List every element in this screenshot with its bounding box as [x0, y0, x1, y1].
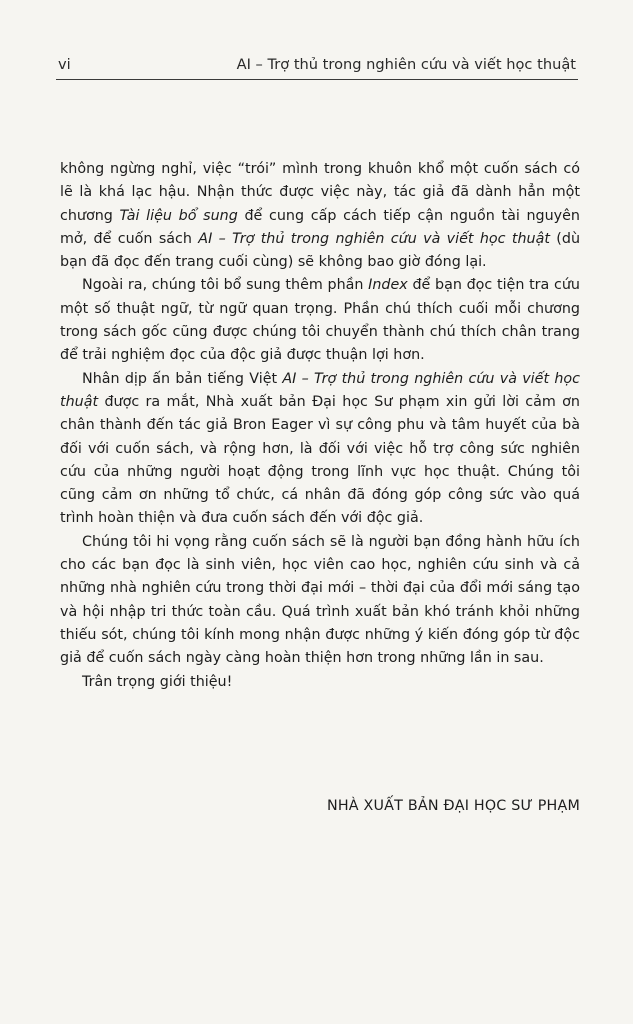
page-number: vi — [58, 56, 71, 73]
p1-italic-1: Tài liệu bổ sung — [119, 207, 238, 224]
running-head — [58, 56, 576, 73]
p2-italic-1: Index — [368, 277, 408, 294]
p1-italic-2: AI – Trợ thủ trong nghiên cứu và viết học thuật — [198, 230, 550, 247]
p1-text-2: để cung cấp cách tiếp cận nguồn tài nguyên mở, để cuốn sách — [60, 207, 580, 247]
paragraph-5: Trân trọng giới thiệu! — [82, 673, 233, 690]
p2-text-2: để bạn đọc tiện tra cứu một số thuật ngữ, từ ngữ quan trọng. Phần chú thích cuối mỗi chương trong sách gốc cũng được chúng tôi chuyển thành chú thích chân trang để trải nghiệm đọc của độc giả được thuận lợi hơn. — [60, 277, 580, 364]
body-text — [60, 158, 580, 694]
p3-italic-1: AI – Trợ thủ trong nghiên cứu và viết học thuật — [60, 370, 580, 410]
paragraph-2 — [60, 274, 580, 367]
paragraph-3 — [60, 368, 580, 531]
p1-text-3: (dù bạn đã đọc đến trang cuối cùng) sẽ không bao giờ đóng lại. — [60, 230, 581, 271]
p3-text-1: Nhân dịp ấn bản tiếng Việt — [82, 370, 283, 387]
p2-text-1: Ngoài ra, chúng tôi bổ sung thêm phần — [82, 277, 369, 294]
running-title: AI – Trợ thủ trong nghiên cứu và viết học thuật — [236, 56, 576, 73]
paragraph-1 — [60, 158, 580, 274]
header-rule — [56, 79, 578, 80]
p1-text-1: không ngừng nghỉ, việc “trói” mình trong khuôn khổ một cuốn sách có lẽ là khá lạc hậu. Nhận thức được việc này, tác giả đã dành hẳn một chương — [60, 161, 580, 224]
publisher-signature: NHÀ XUẤT BẢN ĐẠI HỌC SƯ PHẠM — [326, 798, 580, 814]
p3-text-2: được ra mắt, Nhà xuất bản Đại học Sư phạm xin gửi lời cảm ơn chân thành đến tác giả Bron Eager vì sự công phu và tâm huyết của bà đối với cuốn sách, và rộng hơn, là đối với việc hỗ trợ công sức nghiên cứu của những người hoạt động trong lĩnh vực học thuật. Chúng tôi cũng cảm ơn những tổ chức, cá nhân đã đóng góp công sức vào quá trình hoàn thiện và đưa cuốn sách đến với độc giả. — [60, 393, 580, 527]
paragraph-4: Chúng tôi hi vọng rằng cuốn sách sẽ là người bạn đồng hành hữu ích cho các bạn đọc là sinh viên, học viên cao học, nghiên cứu sinh và cả những nhà nghiên cứu trong thời đại mới – thời đại của đổi mới sáng tạo và hội nhập tri thức toàn cầu. Quá trình xuất bản khó tránh khỏi những thiếu sót, chúng tôi kính mong nhận được những ý kiến đóng góp từ độc giả để cuốn sách ngày càng hoàn thiện hơn trong những lần in sau. — [60, 533, 580, 667]
